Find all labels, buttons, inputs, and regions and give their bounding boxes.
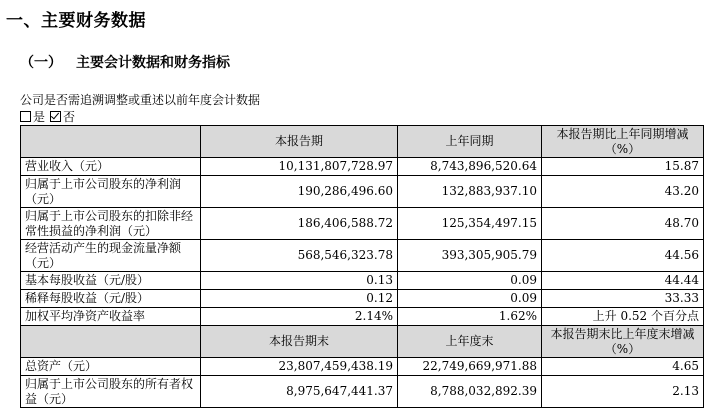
header-cell: [21, 126, 201, 158]
table-row: [21, 376, 704, 408]
table-cell: 8,975,647,441.37: [201, 376, 398, 408]
table-cell: 2.14%: [201, 308, 398, 326]
section-heading: 一、主要财务数据: [6, 11, 146, 31]
table-cell: 44.44: [542, 272, 704, 290]
table-cell: 8,788,032,892.39: [398, 376, 542, 408]
option-no[interactable]: [50, 108, 75, 125]
table-cell: 4.65: [542, 358, 704, 376]
table-cell: 0.09: [398, 290, 542, 308]
table-cell: 43.20: [542, 176, 704, 208]
checkbox-checked-icon: [50, 111, 61, 122]
table-cell: 23,807,459,438.19: [201, 358, 398, 376]
table-row: [21, 358, 704, 376]
table-cell: 8,743,896,520.64: [398, 158, 542, 176]
header-cell: 本报告期: [201, 126, 398, 158]
row-label: 加权平均净资产收益率: [21, 308, 201, 326]
table-header-row: [21, 126, 704, 158]
header-cell: [21, 326, 201, 358]
table-cell: 上升 0.52 个百分点: [542, 308, 704, 326]
subsection-title: 主要会计数据和财务指标: [76, 55, 230, 71]
table-row: [21, 272, 704, 290]
table-row: [21, 308, 704, 326]
table-cell: 0.09: [398, 272, 542, 290]
table-header-row: [21, 326, 704, 358]
table-cell: 186,406,588.72: [201, 208, 398, 240]
table-row: [21, 290, 704, 308]
checkbox-unchecked-icon: [20, 111, 31, 122]
header-cell: 本报告期比上年同期增减（%）: [542, 126, 704, 158]
option-yes-label: 是: [33, 110, 46, 124]
header-cell: 本报告期末: [201, 326, 398, 358]
row-label: 营业收入（元）: [21, 158, 201, 176]
table-cell: 44.56: [542, 240, 704, 272]
table-cell: 0.12: [201, 290, 398, 308]
row-label: 经营活动产生的现金流量净额（元）: [21, 240, 201, 272]
table-row: [21, 158, 704, 176]
row-label: 归属于上市公司股东的所有者权益（元）: [21, 376, 201, 408]
row-label: 归属于上市公司股东的净利润（元）: [21, 176, 201, 208]
subsection-heading: [20, 52, 230, 72]
header-cell: 上年同期: [398, 126, 542, 158]
table-row: [21, 176, 704, 208]
table-cell: 0.13: [201, 272, 398, 290]
table-cell: 33.33: [542, 290, 704, 308]
table-cell: 10,131,807,728.97: [201, 158, 398, 176]
table-cell: 125,354,497.15: [398, 208, 542, 240]
table-cell: 2.13: [542, 376, 704, 408]
row-label: 总资产（元）: [21, 358, 201, 376]
row-label: 基本每股收益（元/股）: [21, 272, 201, 290]
table-cell: 393,305,905.79: [398, 240, 542, 272]
header-cell: 本报告期末比上年度末增减（%）: [542, 326, 704, 358]
table-cell: 1.62%: [398, 308, 542, 326]
table-row: [21, 208, 704, 240]
header-cell: 上年度末: [398, 326, 542, 358]
table-cell: 48.70: [542, 208, 704, 240]
table-cell: 190,286,496.60: [201, 176, 398, 208]
row-label: 稀释每股收益（元/股）: [21, 290, 201, 308]
table-cell: 132,883,937.10: [398, 176, 542, 208]
subsection-prefix: （一）: [20, 55, 62, 71]
option-no-label: 否: [63, 110, 76, 124]
table-cell: 22,749,669,971.88: [398, 358, 542, 376]
table-row: [21, 240, 704, 272]
table-cell: 15.87: [542, 158, 704, 176]
row-label: 归属于上市公司股东的扣除非经常性损益的净利润（元）: [21, 208, 201, 240]
table-cell: 568,546,323.78: [201, 240, 398, 272]
restatement-options: [20, 108, 78, 125]
financial-data-table: [20, 125, 704, 408]
restatement-question: 公司是否需追溯调整或重述以前年度会计数据: [20, 93, 261, 107]
option-yes[interactable]: [20, 108, 45, 125]
